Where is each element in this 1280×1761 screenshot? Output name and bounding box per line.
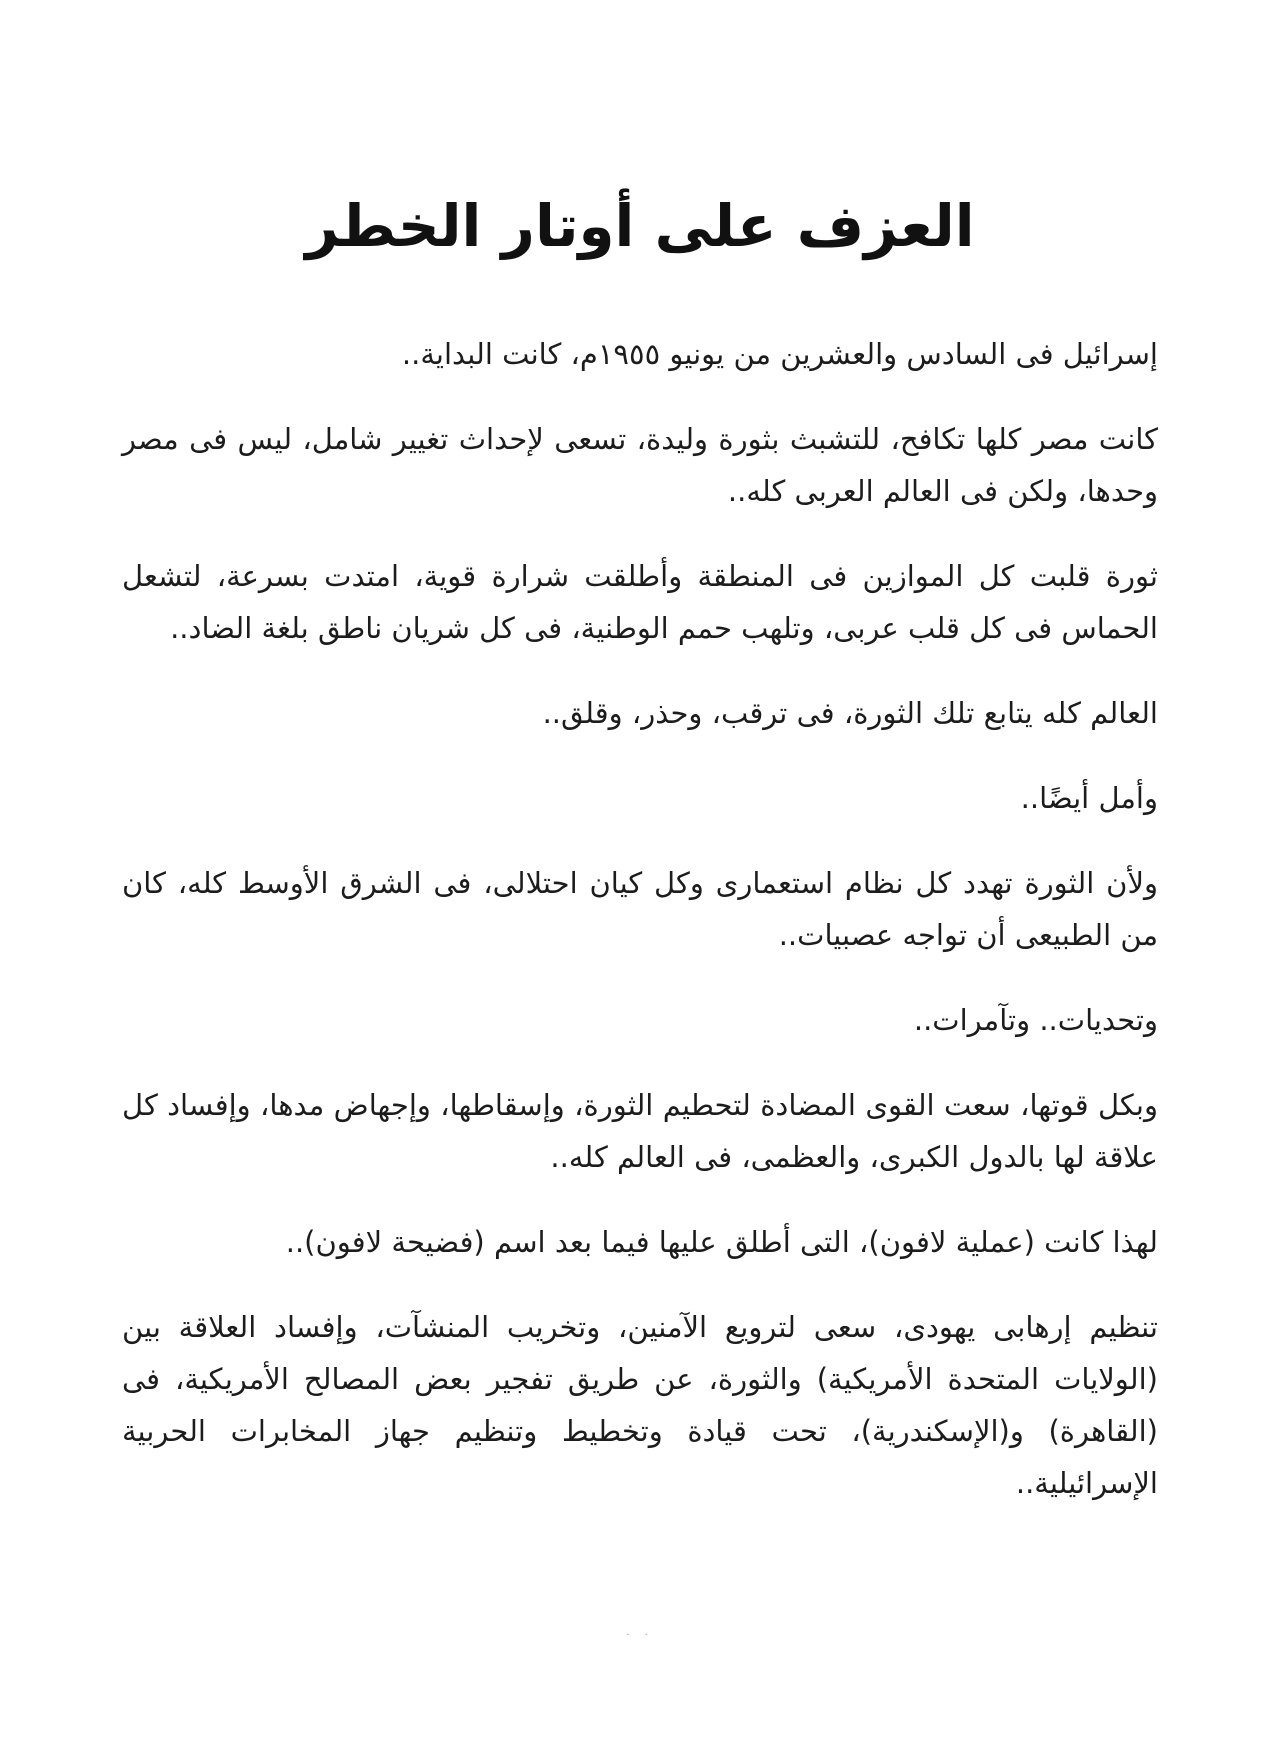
chapter-title: العزف على أوتار الخطر [305, 192, 975, 260]
paragraph: وبكل قوتها، سعت القوى المضادة لتحطيم الثورة، وإسقاطها، وإجهاض مدها، وإفساد كل علاقة لها بالدول الكبرى، والعظمى، فى العالم كله.. [122, 1088, 1158, 1174]
paragraph: إسرائيل فى السادس والعشرين من يونيو ١٩٥٥م، كانت البداية.. [401, 337, 1158, 371]
paragraph: وتحديات.. وتآمرات.. [913, 1003, 1158, 1037]
paragraph: ثورة قلبت كل الموازين فى المنطقة وأطلقت شرارة قوية، امتدت بسرعة، لتشعل الحماس فى كل قلب عربى، وتلهب حمم الوطنية، فى كل شريان ناطق بلغة الضاد.. [122, 559, 1158, 645]
paragraph: تنظيم إرهابى يهودى، سعى لترويع الآمنين، وتخريب المنشآت، وإفساد العلاقة بين (الولايات المتحدة الأمريكية) والثورة، عن طريق تفجير بعض المصالح الأمريكية، فى (القاهرة) و(الإسكندرية)، تحت قيادة وتخطيط وتنظيم جهاز المخابرات الحربية الإسرائيلية.. [122, 1310, 1158, 1500]
paragraph: لهذا كانت (عملية لافون)، التى أطلق عليها فيما بعد اسم (فضيحة لافون).. [285, 1225, 1158, 1259]
paragraph: ولأن الثورة تهدد كل نظام استعمارى وكل كيان احتلالى، فى الشرق الأوسط كله، كان من الطبيعى أن تواجه عصبيات.. [122, 866, 1158, 952]
page-footer-mark: · · [626, 1630, 654, 1641]
paragraph: وأمل أيضًا.. [1020, 781, 1158, 815]
chapter-body [122, 328, 1158, 1509]
paragraph: العالم كله يتابع تلك الثورة، فى ترقب، وحذر، وقلق.. [542, 696, 1158, 730]
paragraph: كانت مصر كلها تكافح، للتشبث بثورة وليدة، تسعى لإحداث تغيير شامل، ليس فى مصر وحدها، ولكن فى العالم العربى كله.. [122, 422, 1158, 508]
